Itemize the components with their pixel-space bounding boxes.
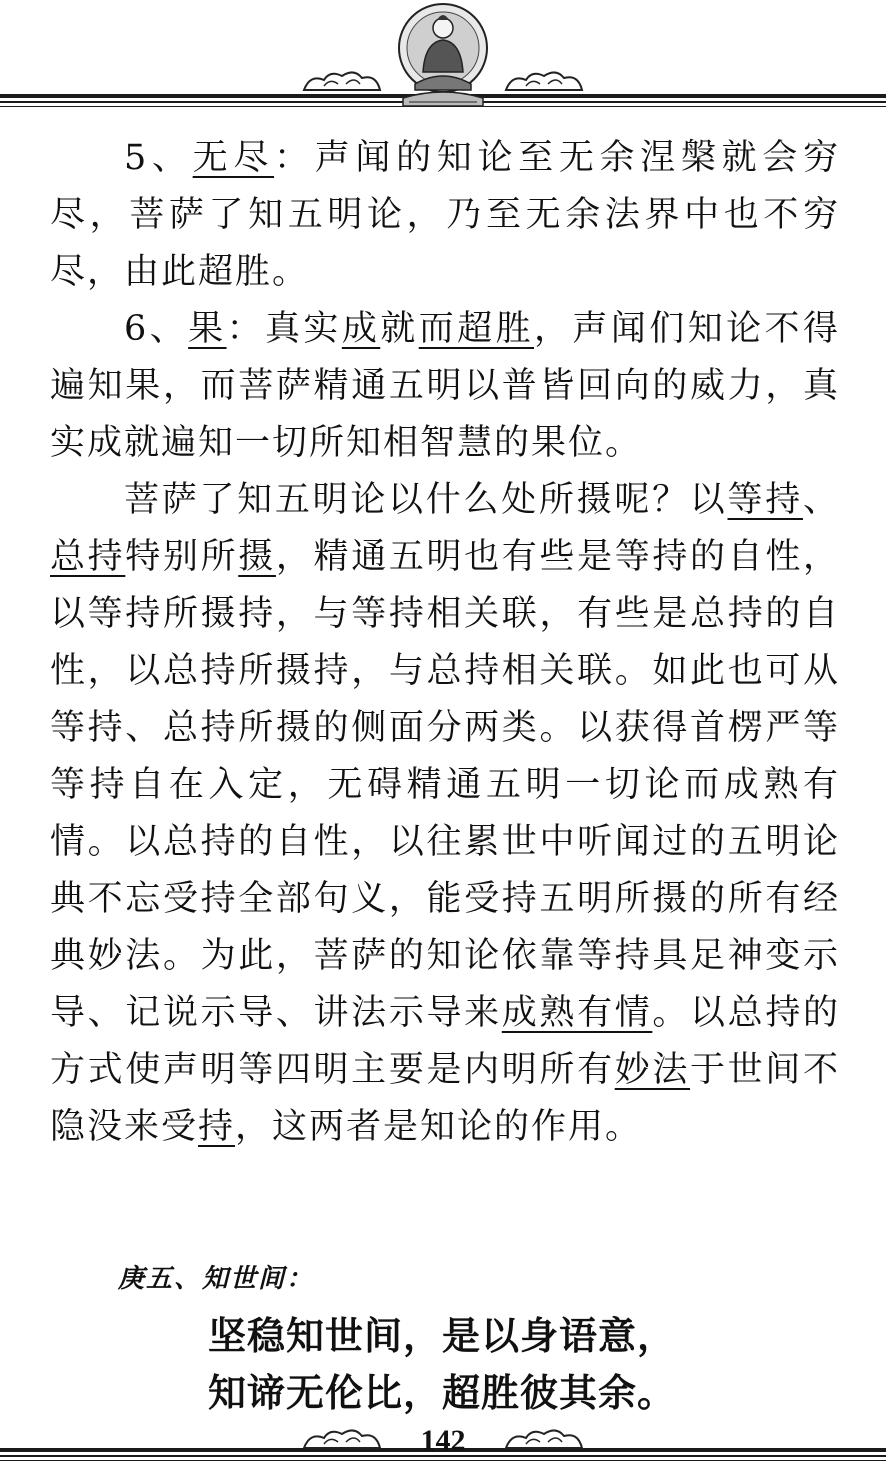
header-ornament — [0, 0, 886, 118]
underlined-text: 而超胜 — [418, 309, 534, 349]
text-run: 就 — [380, 309, 419, 349]
underlined-text: 总持 — [50, 537, 126, 577]
text-run: 特别所 — [125, 537, 239, 577]
body-text — [50, 130, 840, 1156]
underlined-text: 成 — [341, 309, 381, 349]
cloud-ornament-right-icon — [502, 68, 586, 94]
text-run: 。以总持的方式使声明等四明主要是内明所有 — [50, 993, 840, 1090]
buddha-emblem-icon — [393, 2, 493, 112]
verse-line-2: 知谛无伦比，超胜彼其余。 — [208, 1371, 677, 1415]
text-run: 于世间不隐没来受 — [50, 1050, 840, 1147]
paragraph — [50, 472, 840, 1156]
footer-cloud-right-icon — [502, 1426, 586, 1452]
underlined-text: 持 — [198, 1107, 236, 1147]
text-run: ，这两者是知论的作用。 — [235, 1107, 643, 1147]
paragraph — [50, 130, 840, 301]
text-run: ：声闻的知论至无余涅槃就会穷尽，菩萨了知五明论，乃至无余法界中也不穷尽，由此超胜。 — [50, 138, 840, 292]
footer-cloud-left-icon — [300, 1426, 384, 1452]
underlined-text: 无尽 — [192, 138, 275, 178]
text-run: ，精通五明也有些是等持的自性，以等持所摄持，与等持相关联，有些是总持的自性，以总持所摄持，与总持相关联。如此也可从等持、总持所摄的侧面分两类。以获得首楞严等等持自在入定，无碍精通五明一切论而成熟有情。以总持的自性，以往累世中听闻过的五明论典不忘受持全部句义，能受持五明所摄的所有经典妙法。为此，菩萨的知论依靠等持具足神变示导、记说示导、讲法示导来 — [50, 537, 840, 1033]
text-run: 6、 — [124, 309, 189, 349]
underlined-text: 等持 — [727, 480, 803, 520]
text-run: ：真实 — [226, 309, 342, 349]
footer-rule-bottom — [0, 1460, 886, 1461]
text-run: 菩萨了知五明论以什么处所摄呢？以 — [124, 480, 728, 520]
cloud-ornament-left-icon — [300, 68, 384, 94]
underlined-text: 妙法 — [614, 1050, 691, 1090]
underlined-text: 果 — [188, 309, 227, 349]
text-run: 5、 — [124, 138, 193, 178]
paragraph — [50, 301, 840, 472]
underlined-text: 成熟有情 — [501, 993, 653, 1033]
text-run: 、 — [802, 480, 840, 520]
page-number: 142 — [420, 1424, 466, 1457]
text-run: ，声闻们知论不得遍知果，而菩萨精通五明以普皆回向的威力，真实成就遍知一切所知相智慧的果位。 — [50, 309, 840, 463]
section-heading: 庚五、知世间： — [118, 1264, 315, 1294]
verse-line-1: 坚稳知世间，是以身语意， — [208, 1314, 677, 1358]
underlined-text: 摄 — [238, 537, 276, 577]
